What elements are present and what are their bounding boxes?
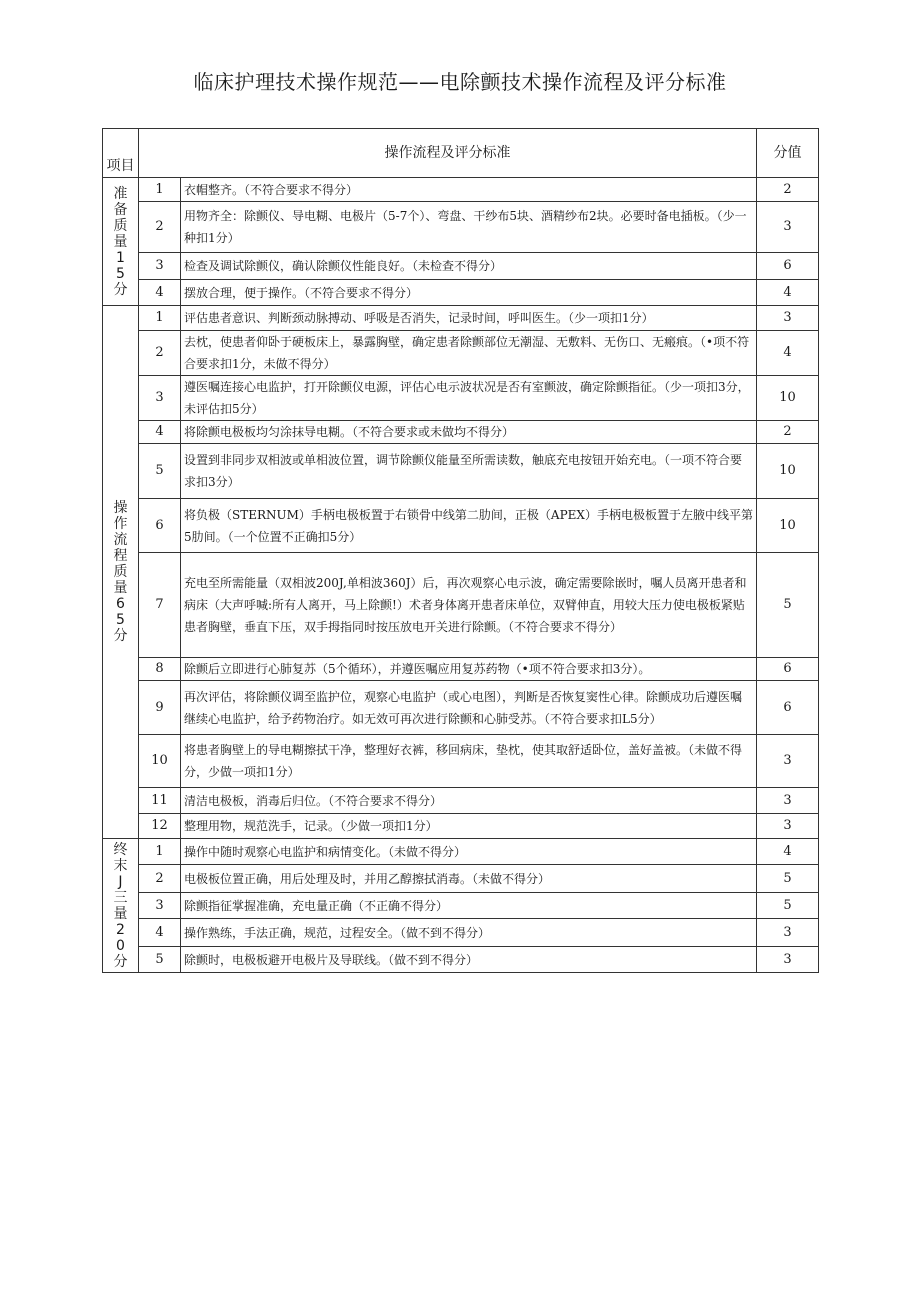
table-row — [103, 865, 819, 893]
header-process: 操作流程及评分标准 — [139, 129, 757, 178]
table-row — [103, 947, 819, 973]
item-number: 5 — [139, 444, 181, 499]
item-score: 5 — [757, 553, 819, 658]
item-description: 操作熟练，手法正确，规范，过程安全。（做不到不得分） — [181, 919, 757, 947]
item-score: 10 — [757, 444, 819, 499]
section-label-cell — [103, 178, 139, 306]
item-score: 3 — [757, 814, 819, 839]
item-number: 5 — [139, 947, 181, 973]
section-label-cell — [103, 839, 139, 973]
item-description: 再次评估，将除颤仪调至监护位，观察心电监护（或心电图），判断是否恢复窦性心律。除颤成功后遵医嘱继续心电监护，给予药物治疗。如无效可再次进行除颤和心肺受苏。（不符合要求扣L5分） — [181, 681, 757, 735]
table-row — [103, 306, 819, 331]
item-description: 将除颤电极板均匀涂抹导电糊。（不符合要求或未做均不得分） — [181, 421, 757, 444]
item-number: 12 — [139, 814, 181, 839]
table-row — [103, 735, 819, 788]
item-description: 充电至所需能量（双相波200J,单相波360J）后，再次观察心电示波，确定需要除嵌时，嘱人员离开患者和病床（大声呼喊:所有人离开，马上除颤!）术者身体离开患者床单位，双臂伸直，用较大压力使电极板紧贴患者胸壁，垂直下压，双手拇指同时按压放电开关进行除颤。（不符合要求不得分） — [181, 553, 757, 658]
item-description: 除颤指征掌握准确，充电量正确（不正确不得分） — [181, 893, 757, 919]
item-number: 3 — [139, 253, 181, 280]
item-description: 将患者胸壁上的导电糊擦拭干净，整理好衣裤，移回病床，垫枕，使其取舒适卧位，盖好盖被。（未做不得分，少做一项扣1分） — [181, 735, 757, 788]
item-score: 3 — [757, 788, 819, 814]
item-score: 5 — [757, 865, 819, 893]
item-number: 1 — [139, 178, 181, 202]
item-description: 操作中随时观察心电监护和病情变化。（未做不得分） — [181, 839, 757, 865]
table-row — [103, 421, 819, 444]
item-score: 4 — [757, 280, 819, 306]
page-title: 临床护理技术操作规范——电除颤技术操作流程及评分标准 — [193, 70, 727, 94]
section-label: 准备质量15分 — [113, 185, 128, 298]
item-number: 4 — [139, 280, 181, 306]
item-description: 设置到非同步双相波或单相波位置，调节除颤仪能量至所需读数，触底充电按钮开始充电。（一项不符合要求扣3分） — [181, 444, 757, 499]
item-description: 检查及调试除颤仪，确认除颤仪性能良好。（未检查不得分） — [181, 253, 757, 280]
table-row — [103, 788, 819, 814]
item-score: 6 — [757, 681, 819, 735]
item-description: 除颤后立即进行心肺复苏（5个循环），并遵医嘱应用复苏药物（•项不符合要求扣3分）。 — [181, 658, 757, 681]
item-number: 6 — [139, 499, 181, 553]
table-row — [103, 280, 819, 306]
table-row — [103, 658, 819, 681]
item-description: 遵医嘱连接心电监护，打开除颤仪电源，评估心电示波状况是否有室颤波，确定除颤指征。（少一项扣3分，未评估扣5分） — [181, 376, 757, 421]
table-row — [103, 253, 819, 280]
item-score: 10 — [757, 376, 819, 421]
item-description: 电极板位置正确，用后处理及时，并用乙醇擦拭消毒。（未做不得分） — [181, 865, 757, 893]
item-score: 3 — [757, 947, 819, 973]
item-number: 8 — [139, 658, 181, 681]
item-description: 整理用物，规范洗手，记录。（少做一项扣1分） — [181, 814, 757, 839]
item-score: 2 — [757, 421, 819, 444]
item-score: 3 — [757, 306, 819, 331]
item-score: 6 — [757, 658, 819, 681]
item-score: 10 — [757, 499, 819, 553]
item-score: 4 — [757, 839, 819, 865]
item-score: 3 — [757, 919, 819, 947]
table-row — [103, 178, 819, 202]
item-number: 1 — [139, 839, 181, 865]
item-number: 7 — [139, 553, 181, 658]
header-item: 项目 — [103, 129, 139, 178]
item-description: 去枕，使患者仰卧于硬板床上，暴露胸壁，确定患者除颤部位无潮湿、无敷料、无伤口、无瘢痕。（•项不符合要求扣1分，未做不得分） — [181, 331, 757, 376]
table-row — [103, 681, 819, 735]
table-row — [103, 444, 819, 499]
item-number: 3 — [139, 893, 181, 919]
item-number: 2 — [139, 202, 181, 253]
item-score: 3 — [757, 735, 819, 788]
item-number: 2 — [139, 865, 181, 893]
item-score: 4 — [757, 331, 819, 376]
item-description: 衣帽整齐。（不符合要求不得分） — [181, 178, 757, 202]
item-score: 5 — [757, 893, 819, 919]
item-description: 将负极（STERNUM）手柄电极板置于右锁骨中线第二肋间，正极（APEX）手柄电极板置于左腋中线平第5肋间。（一个位置不正确扣5分） — [181, 499, 757, 553]
item-number: 11 — [139, 788, 181, 814]
table-row — [103, 376, 819, 421]
table-row — [103, 919, 819, 947]
item-score: 2 — [757, 178, 819, 202]
section-label: 终末J三量20分 — [113, 841, 128, 970]
header-row — [103, 129, 819, 178]
table-row — [103, 893, 819, 919]
item-number: 3 — [139, 376, 181, 421]
item-description: 摆放合理，便于操作。（不符合要求不得分） — [181, 280, 757, 306]
header-score: 分值 — [757, 129, 819, 178]
item-description: 清洁电极板，消毒后归位。（不符合要求不得分） — [181, 788, 757, 814]
table-row — [103, 553, 819, 658]
section-label: 操作流程质量65分 — [113, 500, 128, 644]
scoring-table — [102, 128, 819, 973]
item-description: 除颤时，电极板避开电极片及导联线。（做不到不得分） — [181, 947, 757, 973]
item-score: 3 — [757, 202, 819, 253]
item-description: 用物齐全：除颤仪、导电糊、电极片（5-7个）、弯盘、干纱布5块、酒精纱布2块。必要时备电插板。（少一种扣1分） — [181, 202, 757, 253]
section-label-cell — [103, 306, 139, 839]
table-row — [103, 839, 819, 865]
table-row — [103, 331, 819, 376]
item-score: 6 — [757, 253, 819, 280]
item-number: 2 — [139, 331, 181, 376]
item-number: 4 — [139, 919, 181, 947]
item-number: 9 — [139, 681, 181, 735]
table-row — [103, 202, 819, 253]
table-row — [103, 499, 819, 553]
table-row — [103, 814, 819, 839]
item-number: 1 — [139, 306, 181, 331]
item-description: 评估患者意识、判断颈动脉搏动、呼吸是否消失，记录时间，呼叫医生。（少一项扣1分） — [181, 306, 757, 331]
item-number: 4 — [139, 421, 181, 444]
item-number: 10 — [139, 735, 181, 788]
